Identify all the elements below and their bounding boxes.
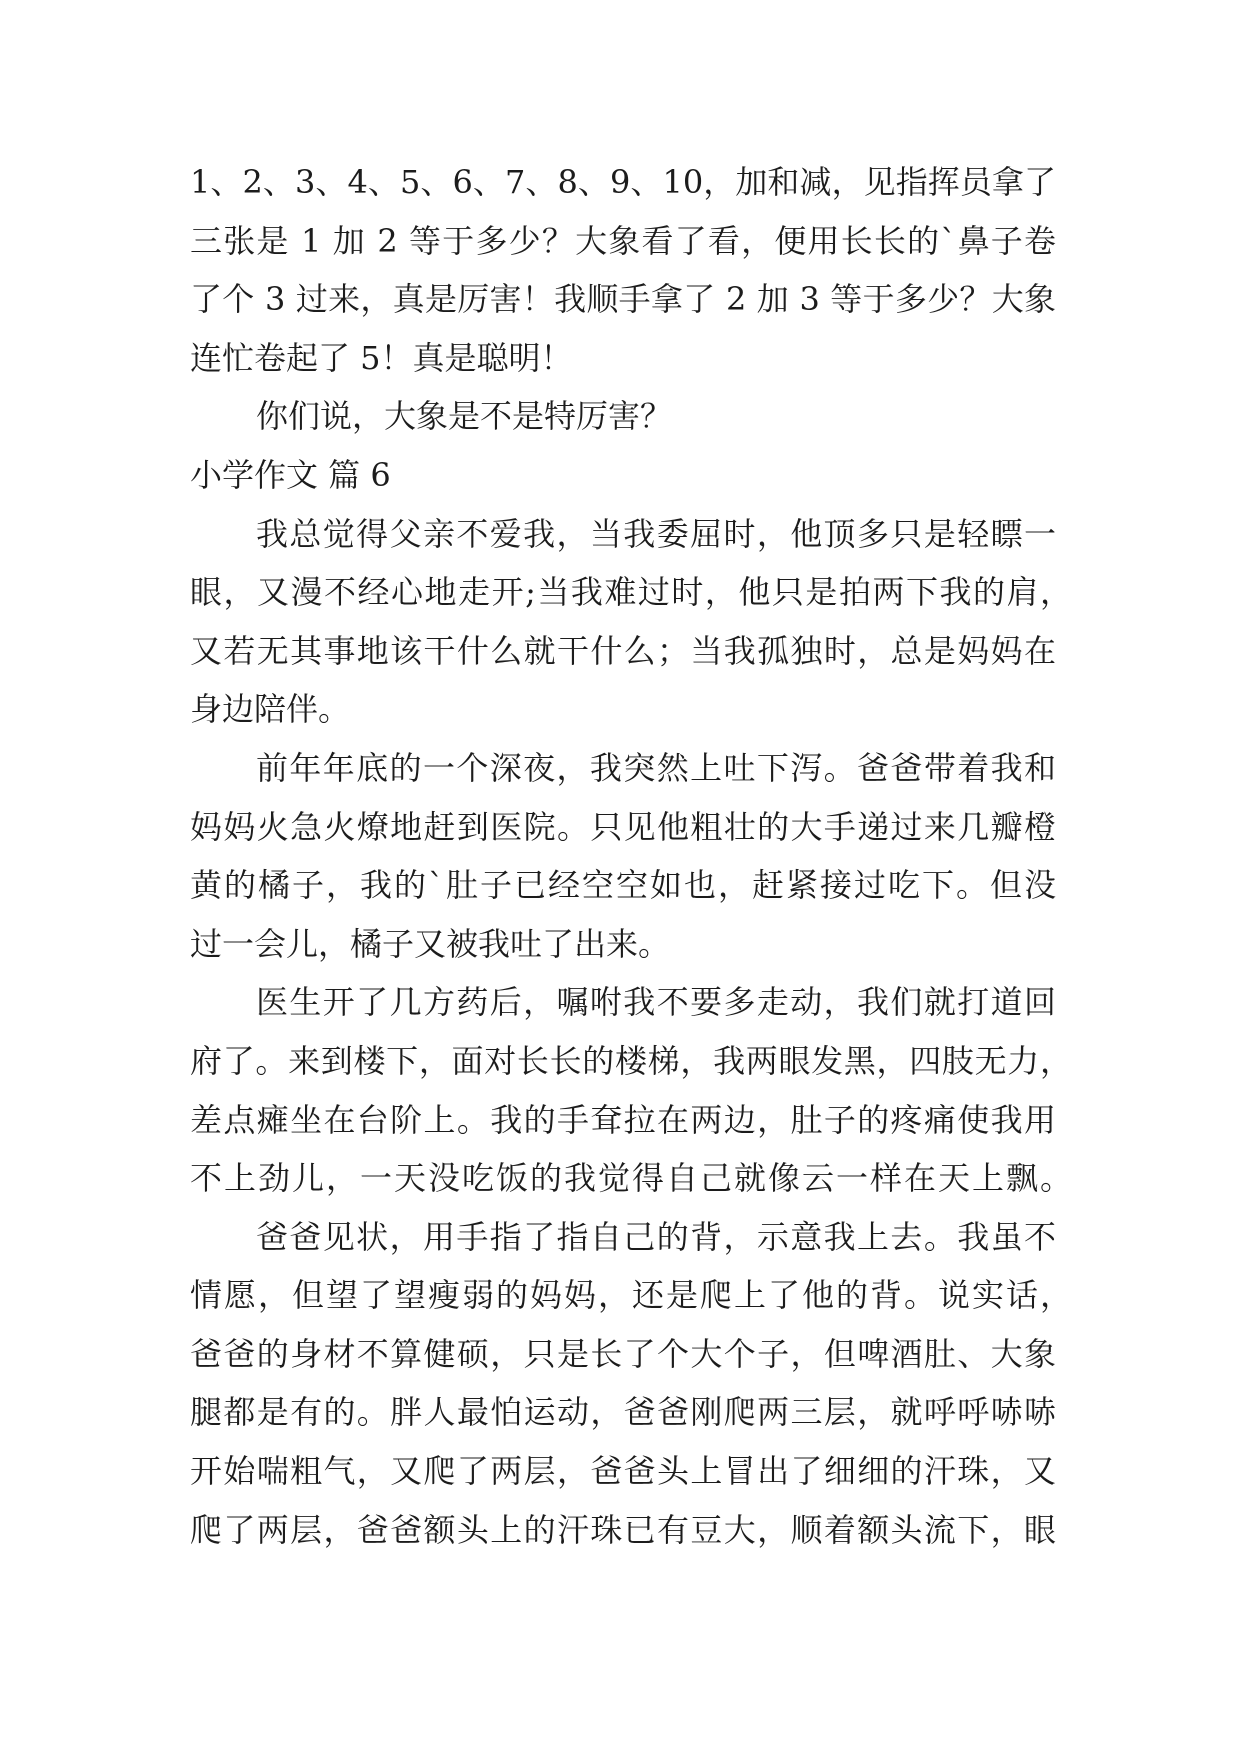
text-line: 过一会儿，橘子又被我吐了出来。	[190, 924, 671, 963]
text-line: 妈妈火急火燎地赶到医院。只见他粗壮的大手递过来几瓣橙	[190, 807, 1056, 846]
text-line: 你们说，大象是不是特厉害？	[256, 397, 673, 436]
document-body	[190, 153, 1090, 1559]
text-line: 不上劲儿，一天没吃饭的我觉得自己就像云一样在天上飘。	[190, 1159, 1072, 1198]
paragraph	[190, 1208, 1090, 1560]
text-line: 三张是 1 加 2 等于多少？大象看了看，便用长长的`鼻子卷	[190, 221, 1056, 260]
text-line: 医生开了几方药后，嘱咐我不要多走动，我们就打道回	[256, 983, 1056, 1022]
paragraph	[190, 973, 1090, 1207]
text-line: 1、2、3、4、5、6、7、8、9、10，加和减，见指挥员拿了	[190, 163, 1056, 201]
paragraph	[190, 505, 1090, 739]
text-line: 我总觉得父亲不爱我，当我委屈时，他顶多只是轻瞟一	[256, 514, 1056, 553]
text-line: 爬了两层，爸爸额头上的汗珠已有豆大，顺着额头流下，眼	[190, 1510, 1056, 1549]
text-line: 情愿，但望了望瘦弱的妈妈，还是爬上了他的背。说实话，	[190, 1276, 1072, 1315]
text-line: 差点瘫坐在台阶上。我的手耷拉在两边，肚子的疼痛使我用	[190, 1100, 1056, 1139]
text-line: 又若无其事地该干什么就干什么；当我孤独时，总是妈妈在	[190, 631, 1056, 670]
text-line: 黄的橘子，我的`肚子已经空空如也，赶紧接过吃下。但没	[190, 866, 1056, 905]
section-title: 小学作文 篇 6	[190, 455, 391, 494]
text-line: 开始喘粗气，又爬了两层，爸爸头上冒出了细细的汗珠，又	[190, 1452, 1056, 1491]
paragraph	[190, 739, 1090, 973]
text-line: 爸爸见状，用手指了指自己的背，示意我上去。我虽不	[256, 1217, 1056, 1256]
text-line: 府了。来到楼下，面对长长的楼梯，我两眼发黑，四肢无力，	[190, 1041, 1072, 1080]
text-line: 眼，又漫不经心地走开;当我难过时，他只是拍两下我的肩，	[190, 573, 1072, 612]
text-line: 身边陪伴。	[190, 690, 351, 729]
text-line: 爸爸的身材不算健硕，只是长了个大个子，但啤酒肚、大象	[190, 1334, 1056, 1373]
text-line: 腿都是有的。胖人最怕运动，爸爸刚爬两三层，就呼呼哧哧	[190, 1393, 1056, 1432]
paragraph	[190, 387, 1090, 446]
paragraph	[190, 153, 1090, 387]
text-line: 连忙卷起了 5！真是聪明！	[190, 338, 573, 377]
text-line: 前年年底的一个深夜，我突然上吐下泻。爸爸带着我和	[256, 748, 1056, 787]
text-line: 了个 3 过来，真是厉害！我顺手拿了 2 加 3 等于多少？大象	[190, 280, 1056, 319]
